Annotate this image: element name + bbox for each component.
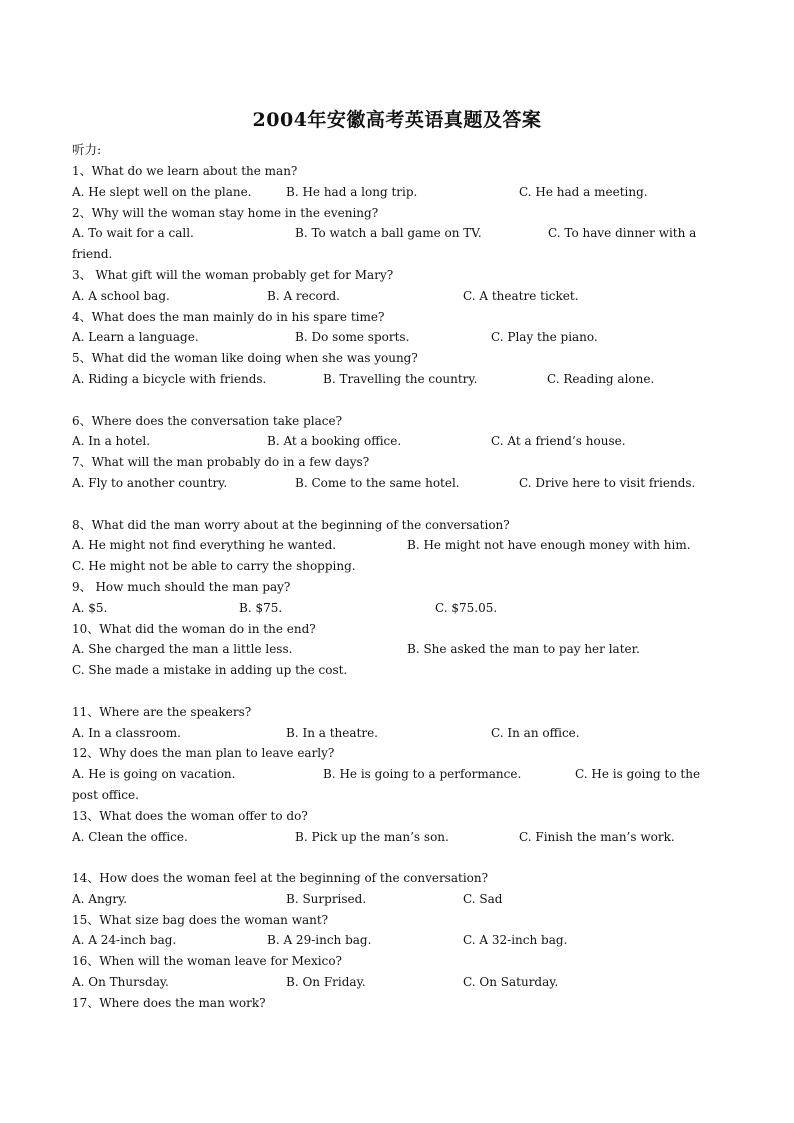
option-a: A. $5. (72, 600, 108, 615)
option-c: C. In an office. (491, 725, 580, 740)
continuation-line: friend. (72, 247, 113, 262)
option-b: B. At a booking office. (267, 434, 402, 449)
options-row (72, 473, 724, 494)
question-text: 15、What size bag does the woman want? (72, 912, 329, 927)
continuation-line: post office. (72, 787, 139, 802)
options-row (72, 535, 724, 556)
question-text: 5、What did the woman like doing when she was young? (72, 351, 418, 366)
option-c: C. At a friend’s house. (491, 434, 626, 449)
section-heading: 听力: (72, 142, 102, 157)
options-row (72, 223, 724, 244)
option-a: A. In a classroom. (72, 725, 181, 740)
option-c: C. Reading alone. (547, 371, 655, 386)
blank-line (72, 847, 724, 868)
option-a: A. She charged the man a little less. (72, 642, 293, 657)
options-row (72, 327, 724, 348)
question-text: 8、What did the man worry about at the beginning of the conversation? (72, 517, 510, 532)
option-c: C. He is going to the (575, 767, 701, 782)
continuation-line: C. He might not be able to carry the shopping. (72, 559, 356, 574)
option-b: B. To watch a ball game on TV. (295, 226, 482, 241)
option-b: B. In a theatre. (286, 725, 378, 740)
continuation-line: C. She made a mistake in adding up the cost. (72, 663, 348, 678)
question-text: 16、When will the woman leave for Mexico? (72, 954, 342, 969)
option-c: C. Sad (463, 891, 503, 906)
question-text: 7、What will the man probably do in a few days? (72, 455, 370, 470)
option-a: A. Angry. (72, 891, 128, 906)
options-row (72, 930, 724, 951)
options-row (72, 598, 724, 619)
options-row (72, 723, 724, 744)
options-row (72, 369, 724, 390)
question-text: 11、Where are the speakers? (72, 704, 252, 719)
options-row (72, 827, 724, 848)
option-b: B. Travelling the country. (323, 371, 478, 386)
option-c: C. Finish the man’s work. (519, 829, 675, 844)
question-list (72, 161, 724, 1014)
option-a: A. A 24-inch bag. (72, 933, 177, 948)
option-c: C. A theatre ticket. (463, 288, 579, 303)
question-text: 9、 How much should the man pay? (72, 579, 291, 594)
option-b: B. He might not have enough money with him. (407, 538, 691, 553)
question-text: 10、What did the woman do in the end? (72, 621, 316, 636)
blank-line (72, 681, 724, 702)
option-a: A. He slept well on the plane. (72, 184, 252, 199)
option-a: A. He might not find everything he wanted. (72, 538, 337, 553)
page-title: 2004年安徽高考英语真题及答案 (252, 109, 542, 131)
option-b: B. On Friday. (286, 975, 366, 990)
option-b: B. Pick up the man’s son. (295, 829, 449, 844)
options-row (72, 286, 724, 307)
option-c: C. Drive here to visit friends. (519, 475, 696, 490)
blank-line (72, 390, 724, 411)
options-row (72, 889, 724, 910)
options-row (72, 431, 724, 452)
option-b: B. $75. (239, 600, 283, 615)
option-c: C. To have dinner with a (548, 226, 697, 241)
option-c: C. On Saturday. (463, 975, 559, 990)
option-b: B. Do some sports. (295, 330, 410, 345)
question-text: 2、Why will the woman stay home in the evening? (72, 205, 379, 220)
options-row (72, 764, 724, 785)
option-a: A. Riding a bicycle with friends. (72, 371, 267, 386)
option-b: B. She asked the man to pay her later. (407, 642, 640, 657)
option-c: C. A 32-inch bag. (463, 933, 568, 948)
option-a: A. Fly to another country. (72, 475, 228, 490)
option-b: B. Surprised. (286, 891, 367, 906)
question-text: 12、Why does the man plan to leave early? (72, 746, 335, 761)
option-a: A. A school bag. (72, 288, 170, 303)
option-b: B. He is going to a performance. (323, 767, 522, 782)
option-a: A. Clean the office. (72, 829, 188, 844)
option-b: B. He had a long trip. (286, 184, 418, 199)
question-text: 14、How does the woman feel at the beginning of the conversation? (72, 871, 489, 886)
option-c: C. He had a meeting. (519, 184, 648, 199)
option-b: B. Come to the same hotel. (295, 475, 460, 490)
options-row (72, 182, 724, 203)
options-row (72, 639, 724, 660)
question-text: 6、Where does the conversation take place? (72, 413, 343, 428)
question-text: 13、What does the woman offer to do? (72, 808, 308, 823)
option-c: C. $75.05. (435, 600, 498, 615)
option-c: C. Play the piano. (491, 330, 598, 345)
option-a: A. On Thursday. (72, 975, 169, 990)
options-row (72, 972, 724, 993)
option-b: B. A record. (267, 288, 340, 303)
option-a: A. Learn a language. (72, 330, 199, 345)
option-b: B. A 29-inch bag. (267, 933, 372, 948)
question-text: 1、What do we learn about the man? (72, 164, 298, 178)
option-a: A. In a hotel. (72, 434, 151, 449)
question-text: 3、 What gift will the woman probably get for Mary? (72, 267, 394, 282)
option-a: A. He is going on vacation. (72, 767, 236, 782)
question-text: 4、What does the man mainly do in his spare time? (72, 309, 385, 324)
blank-line (72, 494, 724, 515)
option-a: A. To wait for a call. (72, 226, 194, 241)
question-text: 17、Where does the man work? (72, 995, 266, 1010)
